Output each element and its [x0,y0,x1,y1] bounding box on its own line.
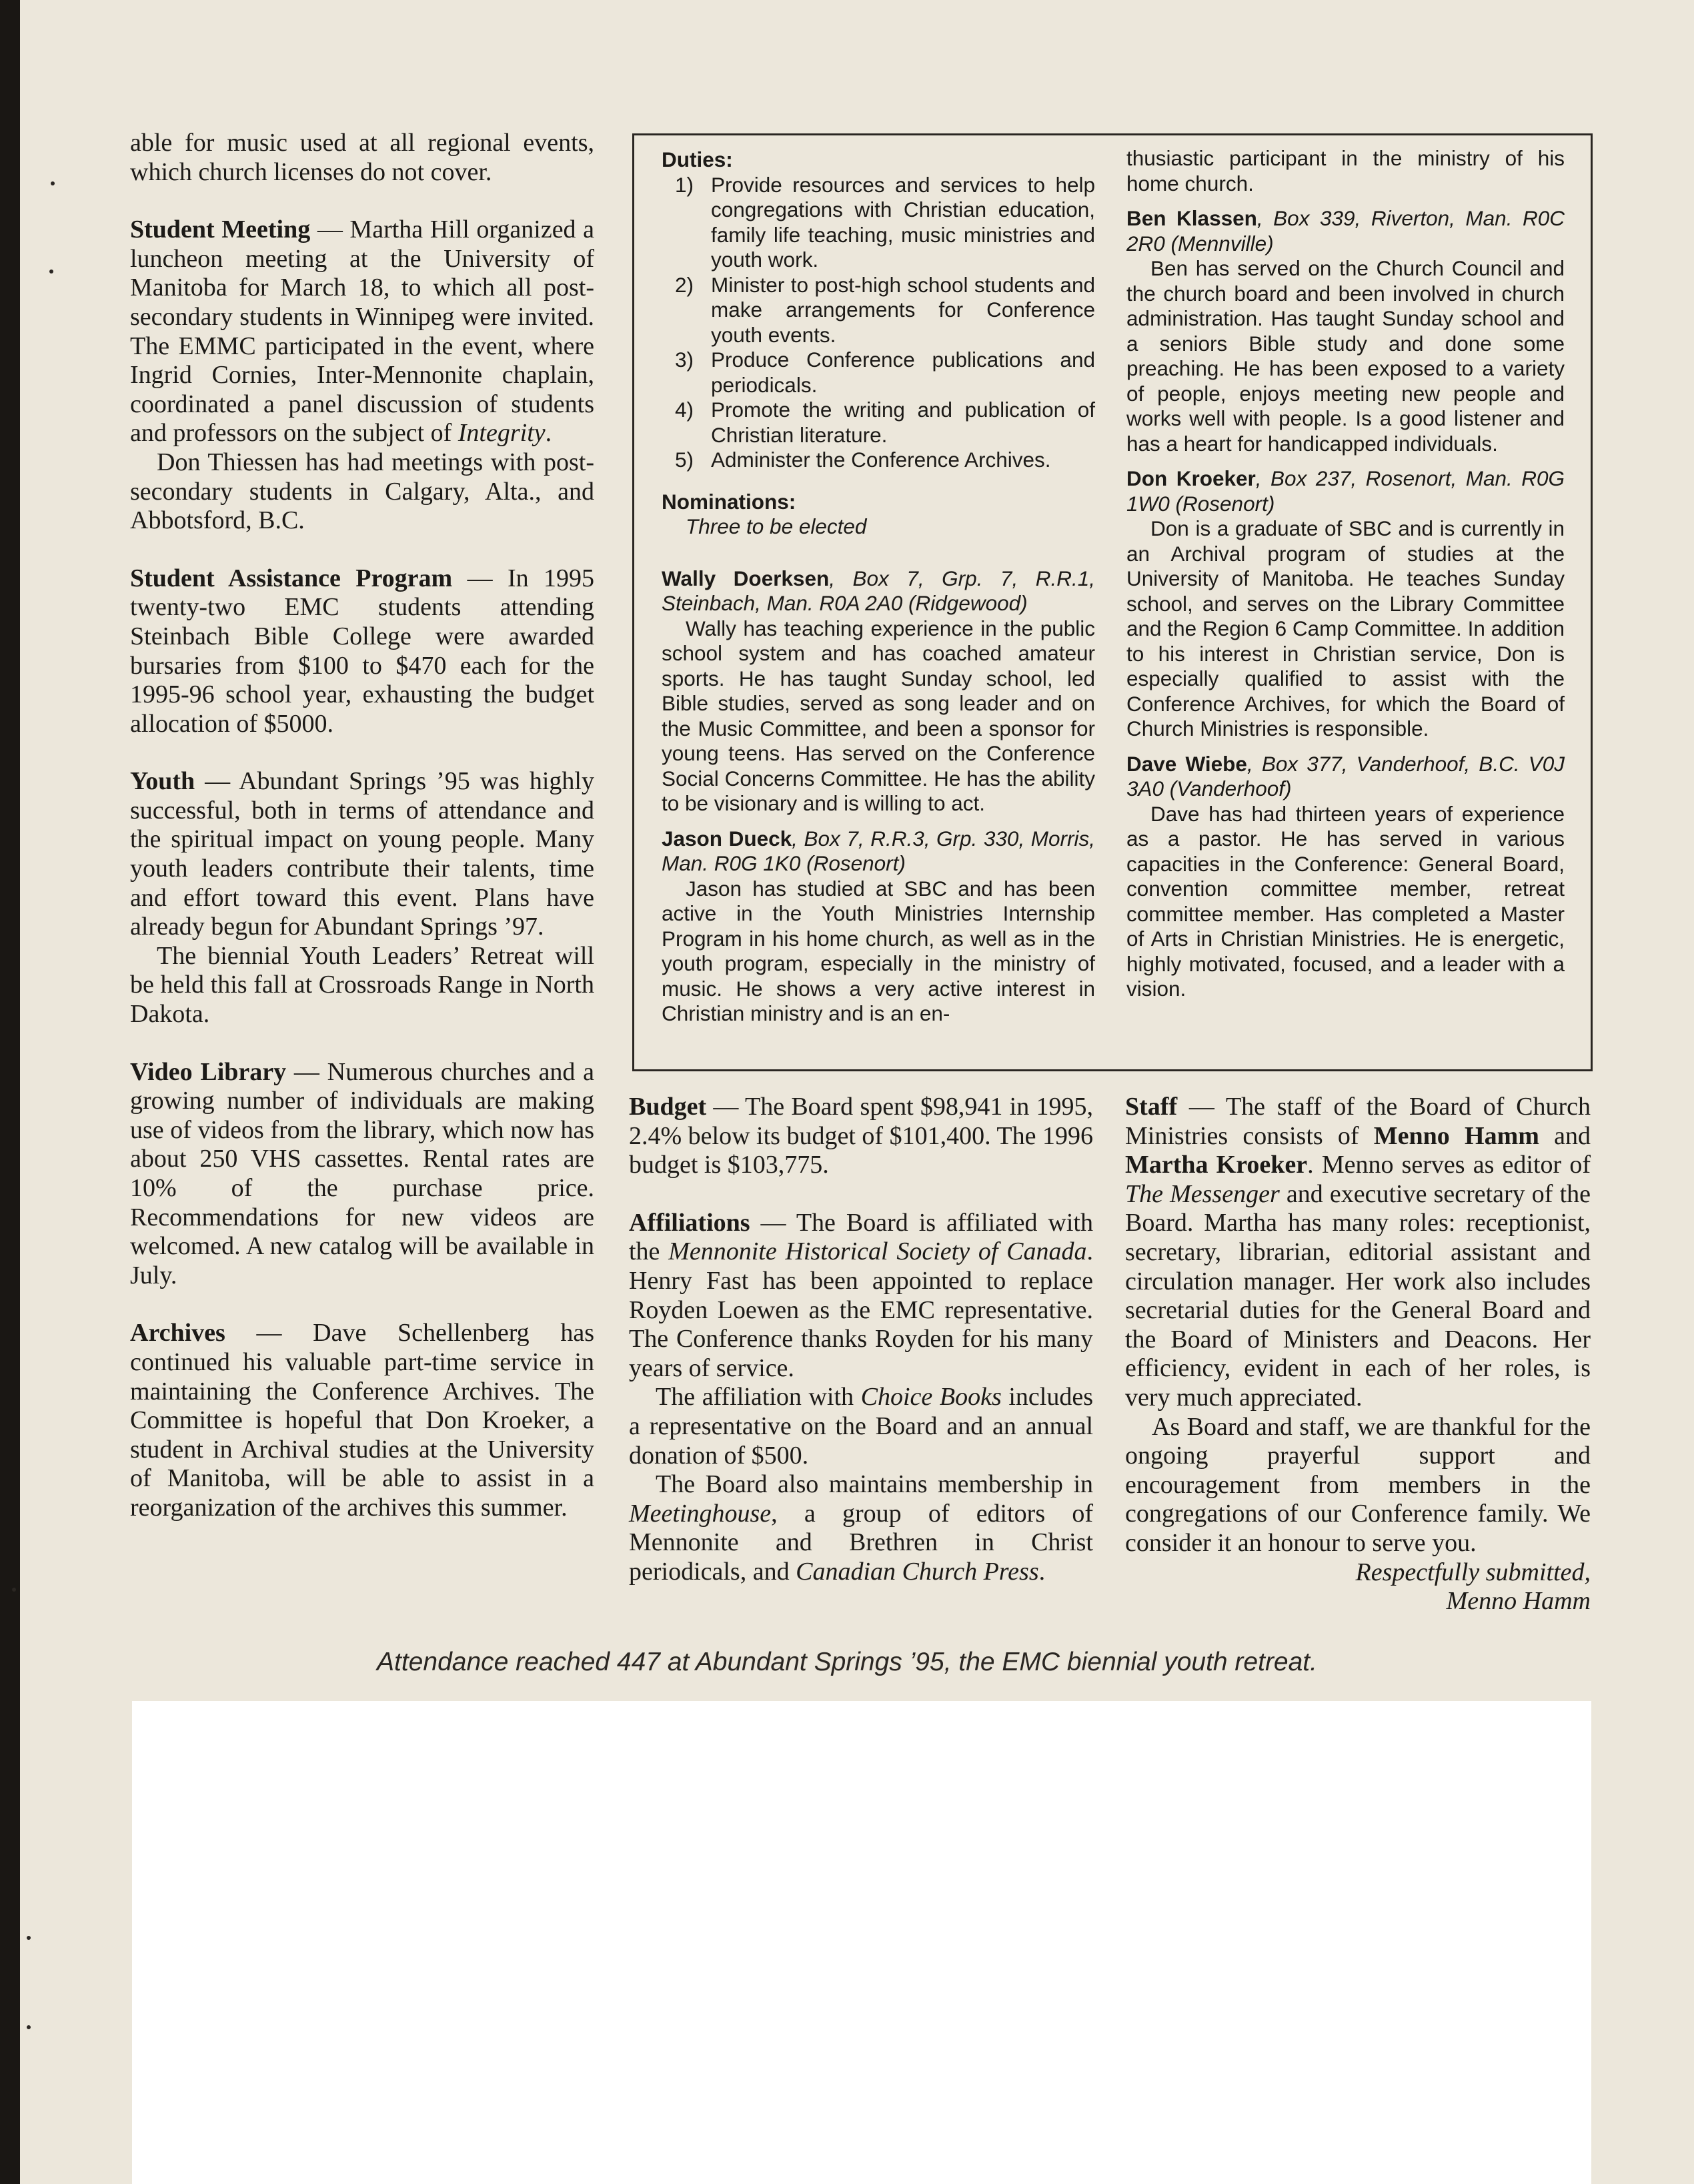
candidate-bio: Don is a graduate of SBC and is currently in an Archival program of studies at the University of Manitoba. He teaches Sunday school, and serves on the Library Committee and the Region 6 Camp Committee. In addition to his interest in Christian service, Don is especially qualified to assist with the Conference Archives, for which the Board of Church Ministries is responsible. [1126,516,1565,740]
section-heading: Budget [629,1093,707,1121]
list-item: 5) Administer the Conference Archives. [675,448,1051,472]
paragraph: The affiliation with Choice Books includes a representative on the Board and an annual donation of $500. [629,1383,1093,1470]
left-column [130,129,594,1523]
youth-section: Youth — Abundant Springs ’95 was highly successful, both in terms of attendance and the spiritual impact on young people. Many youth leaders contribute their talents, time and effort toward this event. Plans have already begun for Abundant Springs ’97. [130,767,594,941]
paragraph: As Board and staff, we are thankful for the ongoing prayerful support and encouragement from members in the congregations of our Conference family. We consider it an honour to serve you. [1125,1412,1591,1557]
candidate-name: Don Kroeker [1126,466,1256,490]
scan-speck [27,1936,31,1940]
continued-text: thusiastic participant in the ministry of his home church. [1126,146,1565,195]
student-assistance-section: Student Assistance Program — In 1995 twenty-two EMC students attending Steinbach Bible College were awarded bursaries from $100 to $470 each for the 1995-96 school year, exhausting the budget allocation of $5000. [130,564,594,738]
staff-name: Martha Kroeker [1125,1151,1308,1179]
section-heading: Archives [130,1319,225,1347]
candidate-bio: Wally has teaching experience in the public school system and has coached amateur sports. He has taught Sunday school, led Bible studies, served as song leader and on the Music Committee, and been a sponsor for young teens. Has served on the Conference Social Concerns Committee. He has the ability to be visionary and is willing to act. [662,616,1095,815]
scan-speck [51,181,55,185]
candidate-name: Jason Dueck [662,826,792,851]
candidate-name: Wally Doerksen [662,566,830,590]
candidate-name: Dave Wiebe [1126,751,1247,776]
signoff-line: Respectfully submitted, [1355,1558,1591,1586]
list-item: 4) Promote the writing and publication of Christian literature. [675,398,1095,447]
signoff-name: Menno Hamm [1446,1587,1591,1616]
section-heading: Staff [1125,1093,1178,1121]
paragraph: Don Thiessen has had meetings with post-secondary students in Calgary, Alta., and Abbotsford, B.C. [130,448,594,535]
scan-speck [49,269,53,274]
candidate-bio: Dave has had thirteen years of experience as a pastor. He has served in various capacities in the Conference: General Board, convention committee member, retreat committee member. Has completed a Master of Arts in Christian Ministries. He is energetic, highly motivated, focused, and a leader with a vision. [1126,801,1565,1001]
candidate-header: Don Kroeker, Box 237, Rosenort, Man. R0G 1W0 (Rosenort) [1126,466,1565,516]
section-heading: Youth [130,767,195,796]
candidate-header: Dave Wiebe, Box 377, Vanderhoof, B.C. V0J 3A0 (Vanderhoof) [1126,751,1565,800]
student-meeting-section: Student Meeting — Martha Hill organized a luncheon meeting at the University of Manitoba for March 18, to which all post-secondary students in Winnipeg were invited. The EMMC participated in the event, where Ingrid Cornies, Inter-Mennonite chaplain, coordinated a panel discussion of students and professors on the subject of Integrity. [130,215,595,448]
staff-section: Staff — The staff of the Board of Church Ministries consists of Menno Hamm and Martha Kroeker. Menno serves as editor of The Messenger and executive secretary of the Board. Martha has many roles: receptionist, secretary, librarian, editorial assistant and circulation manager. Her work also includes secretarial duties for the General Board and the Board of Ministers and Deacons. Her efficiency, evident in each of her roles, is very much appreciated. [1125,1093,1591,1412]
nominations-box [632,133,1593,1071]
nominations-subheading: Three to be elected [686,514,867,538]
candidate-bio: Jason has studied at SBC and has been active in the Youth Ministries Internship Program in his home church, as well as in the youth program, especially in the ministry of music. He shows a very active interest in Christian ministry and is an en- [662,876,1095,1025]
photo-placeholder [132,1701,1591,2184]
candidate-name: Ben Klassen [1126,206,1257,230]
list-item: 2) Minister to post-high school students and make arrangements for Conference youth events. [675,272,1095,347]
staff-name: Menno Hamm [1373,1121,1539,1150]
scan-speck [27,2025,31,2029]
candidate-bio: Ben has served on the Church Council and the church board and been involved in church administration. Has taught Sunday school and a seniors Bible study and done some preaching. He has been exposed to a variety of people, enjoys meeting new people and works well with people. Is a good listener and has a heart for handicapped individuals. [1126,256,1565,456]
archives-section: Archives — Dave Schellenberg has continued his valuable part-time service in maintaining the Conference Archives. The Committee is hopeful that Don Kroeker, a student in Archival studies at the University of Manitoba, will be able to assist in a reorganization of the archives this summer. [130,1319,594,1522]
photo-caption: Attendance reached 447 at Abundant Springs ’95, the EMC biennial youth retreat. [377,1648,1317,1676]
duties-heading: Duties: [662,147,733,171]
section-heading: Student Assistance Program [130,564,453,592]
scan-speck [12,1588,16,1592]
box-left-column [662,147,1095,1027]
paragraph: The biennial Youth Leaders’ Retreat will be held this fall at Crossroads Range in North Dakota. [130,941,594,1029]
box-right-column [1126,146,1565,1002]
candidate-header: Wally Doerksen, Box 7, Grp. 7, R.R.1, Steinbach, Man. R0A 2A0 (Ridgewood) [662,566,1096,615]
nominations-heading: Nominations: [662,489,796,514]
right-column [1125,1093,1591,1616]
page-edge-shadow [0,0,20,2184]
middle-column [629,1093,1093,1587]
section-heading: Video Library [130,1057,287,1086]
intro-paragraph: able for music used at all regional events, which church licenses do not cover. [130,129,594,186]
list-item: 1) Provide resources and services to help congregations with Christian education, family life teaching, music ministries and youth work. [675,172,1095,271]
section-heading: Student Meeting [130,215,311,244]
section-heading: Affiliations [629,1208,750,1237]
budget-section: Budget — The Board spent $98,941 in 1995, 2.4% below its budget of $101,400. The 1996 budget is $103,775. [629,1093,1093,1179]
candidate-header: Jason Dueck, Box 7, R.R.3, Grp. 330, Morris, Man. R0G 1K0 (Rosenort) [662,826,1096,875]
duties-list [662,173,1095,473]
video-library-section: Video Library — Numerous churches and a growing number of individuals are making use of videos from the library, which now has about 250 VHS cassettes. Rental rates are 10% of the purchase price. Recommendations for new videos are welcomed. A new catalog will be available in July. [130,1057,594,1289]
paragraph: The Board also maintains membership in Meetinghouse, a group of editors of Mennonite and Brethren in Christ periodicals, and Canadian Church Press. [629,1470,1093,1586]
candidate-header: Ben Klassen, Box 339, Riverton, Man. R0C 2R0 (Mennville) [1126,206,1565,255]
affiliations-section: Affiliations — The Board is affiliated with the Mennonite Historical Society of Canada. Henry Fast has been appointed to replace Royden Loewen as the EMC representative. The Conference thanks Royden for his many years of service. [629,1208,1093,1382]
list-item: 3) Produce Conference publications and periodicals. [675,348,1095,397]
